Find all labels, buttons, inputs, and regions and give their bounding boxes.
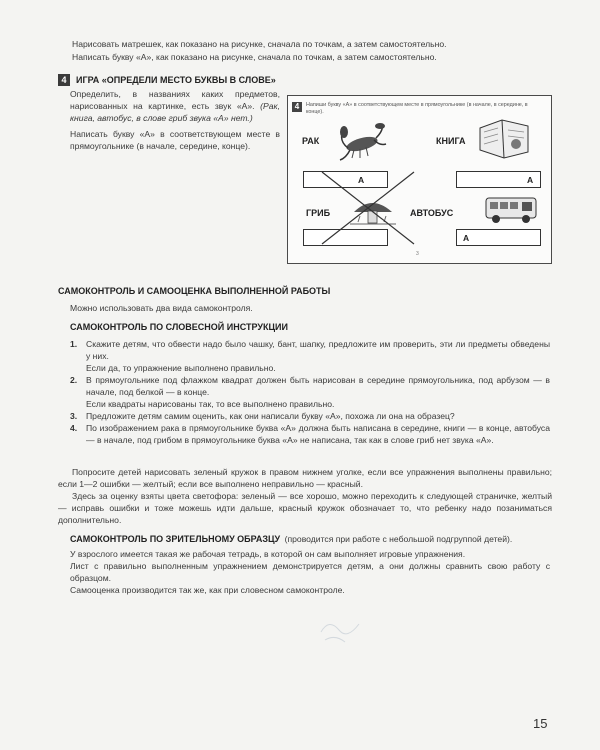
game-number: 4: [58, 74, 70, 86]
answer-box-kniga: А: [456, 171, 541, 188]
workbook-picture: [287, 95, 552, 264]
cross-out-icon: [318, 168, 418, 248]
answer-box-rak: А: [303, 171, 388, 188]
game-p1-text: Определить, в названиях каких предметов, нарисованных на картинке, есть звук «А».: [70, 89, 280, 111]
list-item: [70, 410, 550, 422]
visual-title-note: (проводится при работе с небольшой подгруппой детей).: [284, 534, 513, 544]
answer-box-avtobus: А: [456, 229, 541, 246]
list-item: [70, 422, 550, 446]
visual-p2: Лист с правильно выполненным упражнением демонстрируется детям, а они должны сравнить свою работу с образцом.: [70, 561, 550, 583]
visual-p3: Самооценка производится так же, как при словесном самоконтроле.: [70, 585, 345, 595]
word-rak: РАК: [302, 136, 320, 146]
item-text: В прямоугольнике под флажком квадрат должен быть нарисован в середине прямоугольника, под арбузом — в начале, под белкой — в конце.: [86, 375, 550, 397]
list-item: [70, 374, 550, 410]
visual-p1: У взрослого имеется такая же рабочая тетрадь, в которой он сам выполняет игровые упражнения.: [70, 549, 466, 559]
visual-title: САМОКОНТРОЛЬ ПО ЗРИТЕЛЬНОМУ ОБРАЗЦУ: [70, 534, 281, 544]
verbal-title: САМОКОНТРОЛЬ ПО СЛОВЕСНОЙ ИНСТРУКЦИИ: [70, 322, 288, 332]
word-grib: ГРИБ: [306, 208, 331, 218]
game-p2: Написать букву «А» в соответствующем месте в прямоугольнике (в начале, середине, конце).: [70, 129, 280, 151]
item-number: 1.: [70, 339, 78, 349]
game-p1-italic: (Рак, книга, автобус, в слове гриб звука «А» нет.): [70, 101, 280, 123]
bus-icon: [484, 194, 540, 226]
list-item: [70, 338, 550, 374]
item-text: Предложите детям самим оценить, как они написали букву «А», похожа ли она на образец?: [86, 411, 455, 421]
game-description: [70, 88, 280, 156]
game-heading: [58, 71, 276, 89]
crayfish-icon: [336, 120, 388, 164]
visual-text: [70, 548, 550, 596]
intro-line-2: Написать букву «А», как показано на рисунке, сначала по точкам, а затем самостоятельно.: [72, 52, 437, 62]
colors-p1: Попросите детей нарисовать зеленый кружок в правом нижнем уголке, если все упражнения выполнены правильно; если 1—2 ошибки — желтый; если все выполнено неправильно — красный.: [58, 467, 552, 489]
scan-smudge-icon: [315, 612, 365, 647]
word-kniga: КНИГА: [436, 136, 466, 146]
item-extra: Если да, то упражнение выполнено правильно.: [86, 363, 276, 373]
item-number: 4.: [70, 423, 78, 433]
selfcontrol-title: САМОКОНТРОЛЬ И САМООЦЕНКА ВЫПОЛНЕННОЙ РАБОТЫ: [58, 286, 331, 296]
item-extra: Если квадраты нарисованы так, то все выполнено правильно.: [86, 399, 335, 409]
picture-page-number: 3: [416, 251, 419, 257]
picture-instruction: Напиши букву «А» в соответствующем месте в прямоугольнике (в начале, в середине, в конце).: [306, 102, 528, 115]
item-text: По изображением рака в прямоугольнике буква «А» должна быть написана в середине, книги — в конце, автобуса — в начале, под грибом в прямоугольнике буква «А» не написана, так как в слове гриб нет звука «А».: [86, 423, 550, 445]
book-icon: [476, 116, 532, 160]
colors-p2: Здесь за оценку взяты цвета светофора: зеленый — все хорошо, можно переходить к следующей страничке, желтый — исправь ошибки и тоже можешь идти дальше, красный кружок обозначает то, что ребенку надо позаниматься дополнительно.: [58, 491, 552, 525]
visual-heading: [70, 532, 550, 545]
item-number: 2.: [70, 375, 78, 385]
picture-number: 4: [292, 102, 302, 112]
word-avtobus: АВТОБУС: [410, 208, 454, 218]
game-title: ИГРА «ОПРЕДЕЛИ МЕСТО БУКВЫ В СЛОВЕ»: [76, 74, 276, 85]
selfcontrol-text: Можно использовать два вида самоконтроля.: [70, 303, 253, 313]
page-number: 15: [533, 716, 548, 731]
intro-line-1: Нарисовать матрешек, как показано на рисунке, сначала по точкам, а затем самостоятельно.: [72, 39, 447, 49]
colors-paragraph: [58, 466, 552, 526]
item-number: 3.: [70, 411, 78, 421]
verbal-list: [70, 338, 550, 446]
item-text: Скажите детям, что обвести надо было чашку, бант, шапку, предложите им проверить, эти ли предметы обведены у них.: [86, 339, 550, 361]
